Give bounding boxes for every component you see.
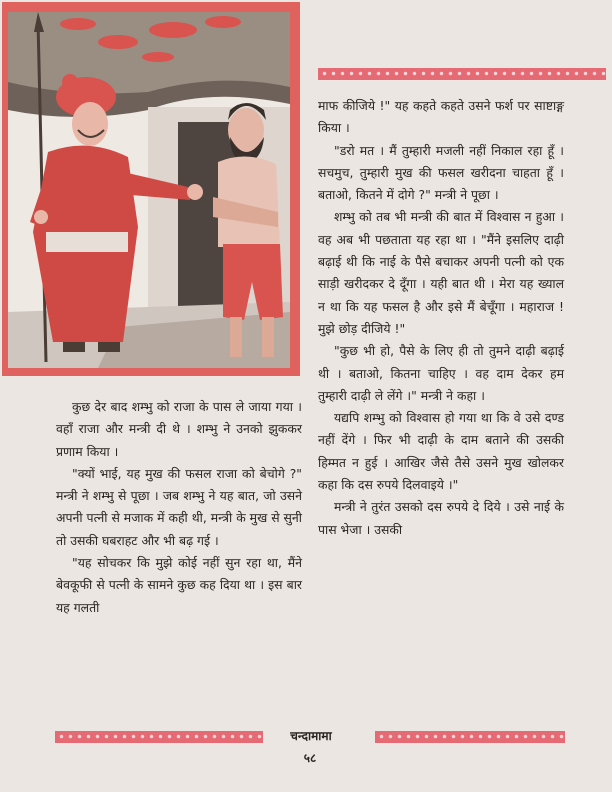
illustration-art bbox=[8, 12, 290, 368]
paragraph: मन्त्री ने तुरंत उसको दस रुपये दे दिये । उसे नाई के पास भेजा । उसकी bbox=[318, 499, 564, 537]
bottom-right-ornament-border bbox=[375, 731, 565, 743]
paragraph: माफ कीजिये !" यह कहते कहते उसने फर्श पर साष्टाङ्ग किया । bbox=[318, 98, 564, 136]
left-column-text bbox=[56, 396, 302, 619]
paragraph: "क्यों भाई, यह मुख की फसल राजा को बेचोगे ?" मन्त्री ने शम्भु से पूछा । जब शम्भु ने यह बात, जो उसने अपनी पत्नी से मजाक में कही थी, मन्त्री के मुख से सुनी तो उसकी घबराहट और भी बढ़ गई । bbox=[56, 465, 302, 548]
paragraph: यद्यपि शम्भु को विश्वास हो गया था कि वे उसे दण्ड नहीं देंगे । फिर भी दाढ़ी के दाम बताने की उसकी हिम्मत न हुई । आखिर जैसे तैसे उसने मुख खोलकर कहा कि दस रुपये दिलवाइये ।" bbox=[318, 410, 564, 493]
paragraph: शम्भु को तब भी मन्त्री की बात में विश्वास न हुआ । वह अब भी पछताता यह रहा था । "मैंने इसलिए दाढ़ी बढ़ाई थी कि नाई के पैसे बचाकर अपनी पत्नी को एक साड़ी खरीदकर दे दूँगा । यही बात थी । मेरा यह ख्याल न था कि यह फसल है और इसे मैं बेचूँगा । महाराज ! मुझे छोड़ दीजिये !" bbox=[318, 209, 564, 336]
right-column-text bbox=[318, 95, 564, 541]
paragraph: "कुछ भी हो, पैसे के लिए ही तो तुमने दाढ़ी बढ़ाई थी । बताओ, कितना चाहिए । वह दाम देकर हम तुम्हारी दाढ़ी ले लेंगे ।" मन्त्री ने कहा । bbox=[318, 343, 564, 403]
paragraph: कुछ देर बाद शम्भु को राजा के पास ले जाया गया । वहाँ राजा और मन्त्री दी थे । शम्भु ने उनको झुककर प्रणाम किया । bbox=[56, 399, 302, 459]
paragraph: "डरो मत । मैं तुम्हारी मजली नहीं निकाल रहा हूँ । सचमुच, तुम्हारी मुख की फसल खरीदना चाहता हूँ । बताओ, कितने में दोगे ?" मन्त्री ने पूछा । bbox=[318, 142, 564, 203]
magazine-title: चन्दामामा bbox=[290, 729, 332, 743]
top-ornament-border bbox=[318, 68, 606, 80]
page-number: ५८ bbox=[303, 751, 317, 765]
paragraph: "यह सोचकर कि मुझे कोई नहीं सुन रहा था, मैंने बेवकूफी से पत्नी के सामने कुछ कह दिया था । इस बार यह गलती bbox=[56, 555, 302, 615]
story-illustration bbox=[2, 2, 300, 376]
bottom-left-ornament-border bbox=[55, 731, 263, 743]
